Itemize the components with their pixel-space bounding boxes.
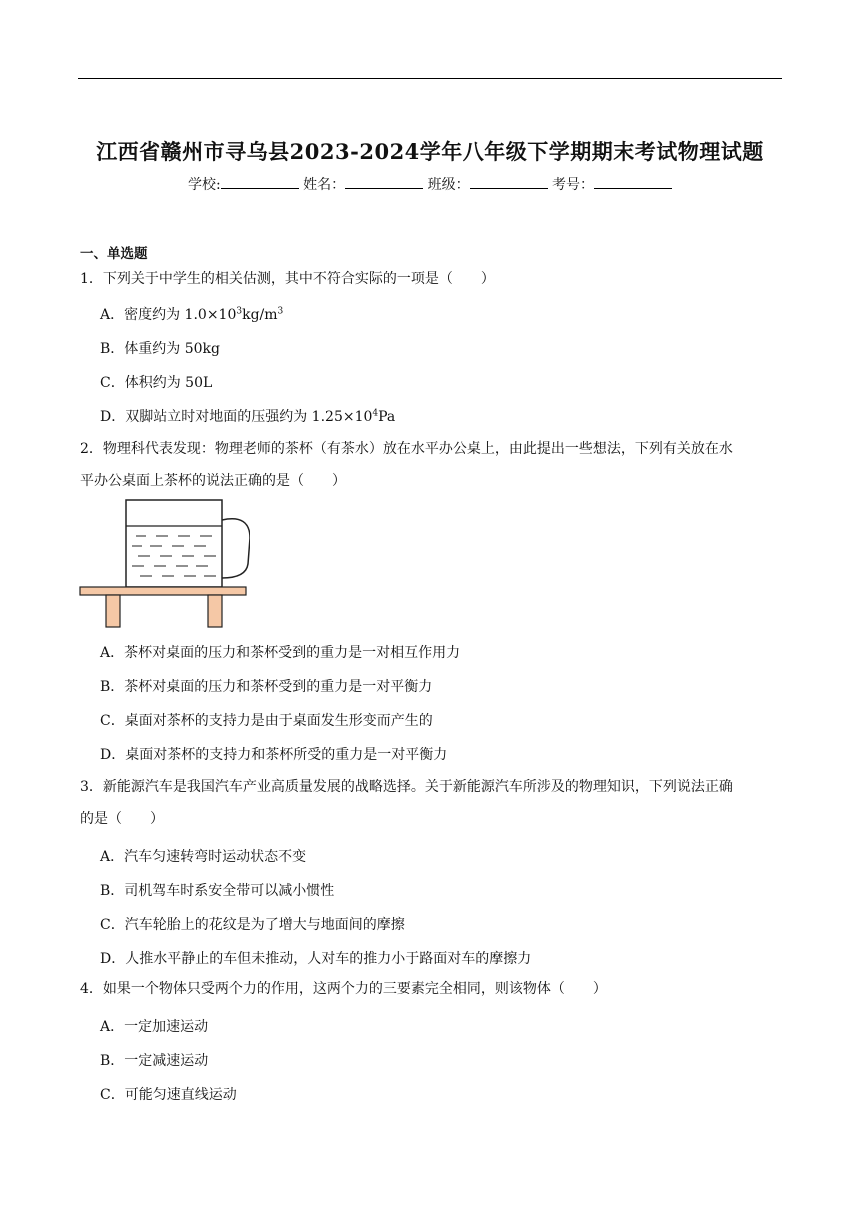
question-2-option-a: A．茶杯对桌面的压力和茶杯受到的重力是一对相互作用力 bbox=[100, 645, 461, 661]
question-1-option-a: A．密度约为 $1.0\times 10^3kg/m^3$ bbox=[100, 306, 284, 323]
question-4-option-c: C．可能匀速直线运动 bbox=[100, 1087, 237, 1103]
cup-body bbox=[126, 500, 222, 587]
exam-title: 江西省赣州市寻乌县2023-2024学年八年级下学期期末考试物理试题 bbox=[96, 139, 764, 164]
name-blank[interactable] bbox=[345, 176, 423, 189]
school-label: 学校: bbox=[187, 177, 221, 193]
question-2-option-b: B．茶杯对桌面的压力和茶杯受到的重力是一对平衡力 bbox=[100, 679, 433, 695]
teacup-on-table-figure bbox=[78, 498, 250, 634]
number-blank[interactable] bbox=[594, 176, 672, 189]
class-label: 班级： bbox=[427, 177, 470, 193]
header-rule bbox=[78, 78, 782, 79]
school-blank[interactable] bbox=[221, 176, 299, 189]
question-1-option-c: C．体积约为 50L bbox=[100, 375, 213, 391]
question-3-stem-line1: 3．新能源汽车是我国汽车产业高质量发展的战略选择。关于新能源汽车所涉及的物理知识，下列说法正确 bbox=[80, 779, 733, 795]
student-info-line bbox=[0, 174, 860, 194]
question-3-option-c: C．汽车轮胎上的花纹是为了增大与地面间的摩擦 bbox=[100, 917, 405, 933]
question-1-stem: 1．下列关于中学生的相关估测，其中不符合实际的一项是（ ） bbox=[80, 271, 495, 287]
question-2-stem-line2: 平办公桌面上茶杯的说法正确的是（ ） bbox=[80, 473, 346, 489]
question-3-option-a: A．汽车匀速转弯时运动状态不变 bbox=[100, 849, 307, 865]
table-top bbox=[80, 587, 246, 595]
name-label: 姓名： bbox=[303, 177, 346, 193]
table-leg-right bbox=[208, 595, 222, 627]
question-2-stem-line1: 2．物理科代表发现：物理老师的茶杯（有茶水）放在水平办公桌上，由此提出一些想法，下列有关放在水 bbox=[80, 441, 733, 457]
class-blank[interactable] bbox=[470, 176, 548, 189]
question-4-option-b: B．一定减速运动 bbox=[100, 1053, 209, 1069]
question-3-option-d: D．人推水平静止的车但未推动，人对车的推力小于路面对车的摩擦力 bbox=[100, 951, 532, 967]
question-4-option-a: A．一定加速运动 bbox=[100, 1019, 209, 1035]
cup-handle bbox=[222, 519, 250, 578]
section-heading: 一、单选题 bbox=[80, 246, 148, 262]
number-label: 考号： bbox=[552, 177, 595, 193]
question-2-option-d: D．桌面对茶杯的支持力和茶杯所受的重力是一对平衡力 bbox=[100, 747, 448, 763]
question-3-stem-line2: 的是（ ） bbox=[80, 811, 164, 827]
teacup-diagram bbox=[78, 498, 250, 630]
question-3-option-b: B．司机驾车时系安全带可以减小惯性 bbox=[100, 883, 335, 899]
question-4-stem: 4．如果一个物体只受两个力的作用，这两个力的三要素完全相同，则该物体（ ） bbox=[80, 981, 607, 997]
question-1-option-d: D．双脚站立时对地面的压强约为 $1.25\times 10^4Pa$ bbox=[100, 408, 396, 425]
question-2-option-c: C．桌面对茶杯的支持力是由于桌面发生形变而产生的 bbox=[100, 713, 433, 729]
question-1-option-b: B．体重约为 50kg bbox=[100, 341, 220, 357]
table-leg-left bbox=[106, 595, 120, 627]
